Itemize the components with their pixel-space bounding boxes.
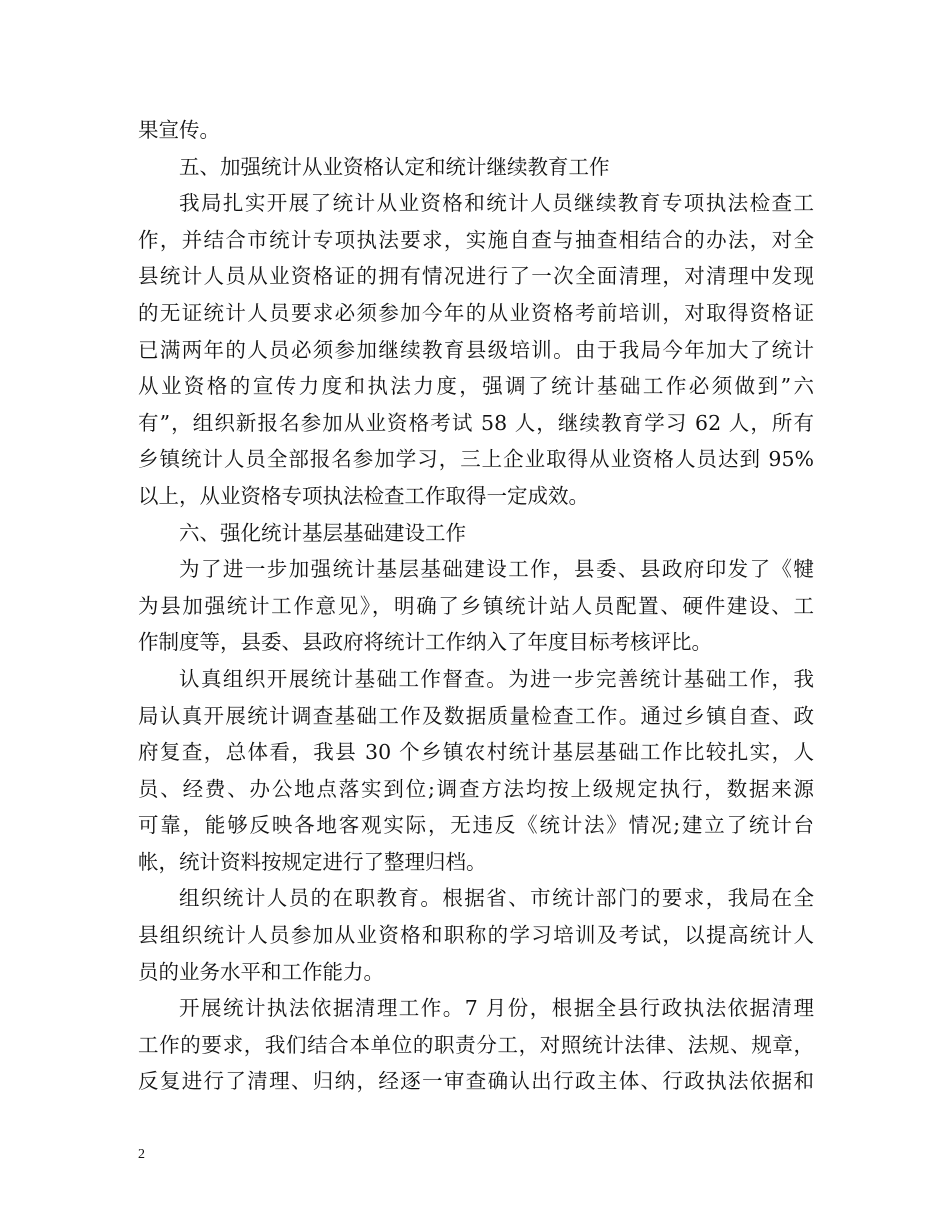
text-line: 为了进一步加强统计基层基础建设工作，县委、县政府印发了《犍 (179, 557, 814, 582)
text-line: 有”，组织新报名参加从业资格考试 58 人，继续教育学习 62 人，所有 (138, 410, 814, 435)
text-line: 可靠，能够反映各地客观实际，无违反《统计法》情况;建立了统计台 (138, 813, 814, 838)
text-line: 为县加强统计工作意见》，明确了乡镇统计站人员配置、硬件建设、工 (138, 593, 814, 618)
text-line: 作，并结合市统计专项执法要求，实施自查与抽查相结合的办法，对全 (138, 227, 814, 252)
text-line: 以上，从业资格专项执法检查工作取得一定成效。 (138, 483, 589, 508)
text-line: 反复进行了清理、归纳，经逐一审查确认出行政主体、行政执法依据和 (138, 1069, 814, 1094)
text-line: 乡镇统计人员全部报名参加学习，三上企业取得从业资格人员达到 95% (138, 447, 814, 472)
text-line: 工作的要求，我们结合本单位的职责分工，对照统计法律、法规、规章， (138, 1032, 814, 1057)
text-line: 果宣传。 (138, 118, 220, 142)
text-line: 我局扎实开展了统计从业资格和统计人员继续教育专项执法检查工 (179, 191, 814, 216)
text-line: 作制度等，县委、县政府将统计工作纳入了年度目标考核评比。 (138, 630, 712, 655)
text-line: 帐，统计资料按规定进行了整理归档。 (138, 849, 487, 874)
text-line: 六、强化统计基层基础建设工作 (179, 520, 466, 545)
text-line: 县统计人员从业资格证的拥有情况进行了一次全面清理，对清理中发现 (138, 264, 814, 289)
text-line: 员、经费、办公地点落实到位;调查方法均按上级规定执行，数据来源 (138, 776, 814, 801)
text-line: 县组织统计人员参加从业资格和职称的学习培训及考试，以提高统计人 (138, 923, 814, 948)
text-line: 府复查，总体看，我县 30 个乡镇农村统计基层基础工作比较扎实，人 (138, 740, 814, 765)
text-line: 开展统计执法依据清理工作。7 月份，根据全县行政执法依据清理 (179, 996, 814, 1021)
text-line: 从业资格的宣传力度和执法力度，强调了统计基础工作必须做到”六 (138, 374, 814, 399)
text-line: 组织统计人员的在职教育。根据省、市统计部门的要求，我局在全 (179, 886, 814, 911)
text-line: 认真组织开展统计基础工作督查。为进一步完善统计基础工作，我 (179, 666, 814, 691)
text-line: 员的业务水平和工作能力。 (138, 959, 384, 984)
text-line: 局认真开展统计调查基础工作及数据质量检查工作。通过乡镇自查、政 (138, 703, 814, 728)
text-line: 的无证统计人员要求必须参加今年的从业资格考前培训，对取得资格证 (138, 300, 814, 325)
page-number: 2 (138, 1147, 145, 1162)
document-body (138, 112, 814, 1100)
text-line: 五、加强统计从业资格认定和统计继续教育工作 (179, 154, 610, 179)
text-line: 已满两年的人员必须参加继续教育县级培训。由于我局今年加大了统计 (138, 337, 814, 362)
